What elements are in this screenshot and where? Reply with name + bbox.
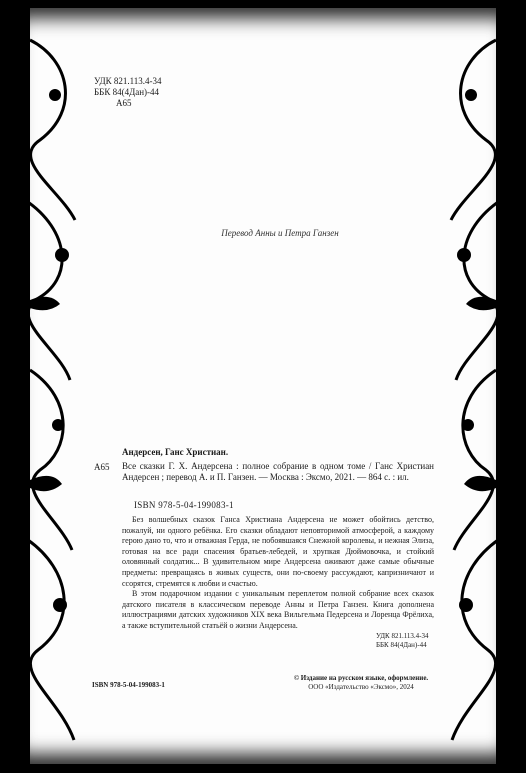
class-mark-line: А65 <box>116 98 132 108</box>
bibliographic-description: Все сказки Г. Х. Андерсена : полное собрание в одном томе / Ганс Христиан Андерсен ; перевод А. и П. Ганзен. — Москва : Эксмо, 2021. — 864 с. : ил. <box>122 461 434 482</box>
ornamental-border-right <box>431 0 526 773</box>
udk-bbk-header <box>94 76 162 109</box>
annotation <box>122 515 434 632</box>
copyright-line: © Издание на русском языке, оформление. <box>293 674 429 682</box>
udk-line: УДК 821.113.4-34 <box>376 632 429 640</box>
bbk-line: ББК 84(4Дан)-44 <box>94 87 160 97</box>
ornamental-border-left <box>0 0 95 773</box>
isbn: ISBN 978-5-04-199083-1 <box>134 500 234 510</box>
udk-bbk-footer <box>376 632 429 650</box>
class-mark: А65 <box>94 462 110 472</box>
publisher-line: ООО «Издательство «Эксмо», 2024 <box>308 682 414 691</box>
copyright <box>288 674 434 691</box>
isbn-footer: ISBN 978-5-04-199083-1 <box>92 681 165 689</box>
author-heading: Андерсен, Ганс Христиан. <box>122 447 229 457</box>
annotation-paragraph: В этом подарочном издании с уникальным переплетом полной собрание всех сказок датского писателя в классическом переводе Анны и Петра Ганзен. Книга дополнена иллюстрациями датских художников XIX века Вильгельма Педерсена и Лоренца Фрёлиха, а также вступительной статьёй о жизни Андерсена. <box>122 589 434 630</box>
udk-line: УДК 821.113.4-34 <box>94 76 162 86</box>
annotation-paragraph: Без волшебных сказок Ганса Христиана Андерсена не может обойтись детство, пожалуй, ни одного ребёнка. Его сказки обладают неповторимой атмосферой, а каждому герою дано то, что и отважная Герда, не побоявшаяся Снежной королевы, и нежная Элиза, готовая на все ради спасения братьев-лебедей, и хрупкая Дюймовочка, и стойкий оловянный солдатик... В удивительном мире Андерсена оживают даже самые обычные предметы: превращаясь в живых существ, они по-своему рассуждают, капризничают и ссорятся, стремятся к любви и счастью. <box>122 515 434 588</box>
translation-credit: Перевод Анны и Петра Ганзен <box>221 228 339 238</box>
bbk-line: ББК 84(4Дан)-44 <box>376 641 427 649</box>
